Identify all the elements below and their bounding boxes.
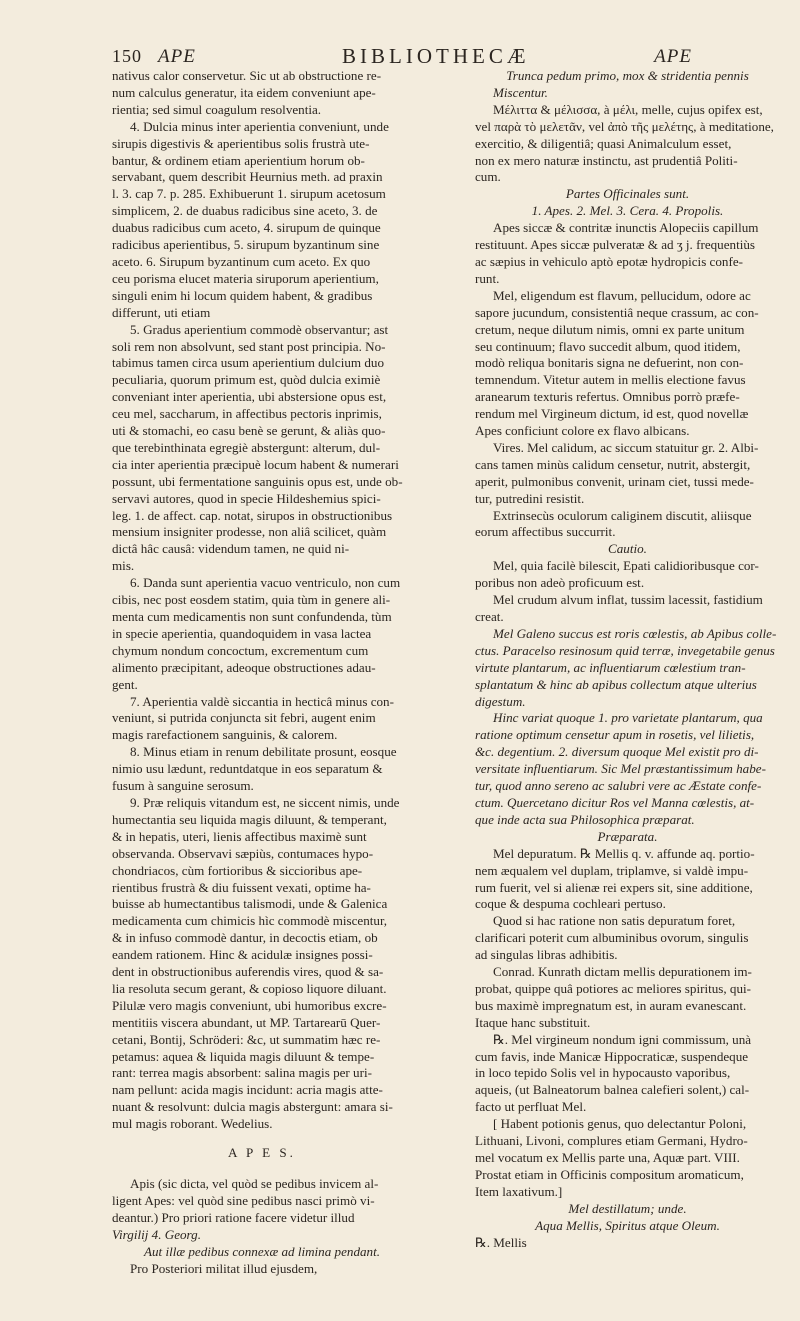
text-line: ℞. Mel virgineum nondum igni commissum, unà — [493, 1031, 752, 1047]
text-line: l. 3. cap 7. p. 285. Exhibuerunt 1. sirupum acetosum — [112, 186, 386, 202]
text-line: ac sæpius in vehiculo aptò epotæ hydropicis confe- — [475, 253, 743, 269]
text-line: que terebinthinata egregiè abstergunt: alterum, dul- — [112, 439, 381, 455]
text-line: facto ut perfluat Mel. — [475, 1099, 587, 1115]
text-line: eorum affectibus succurrit. — [475, 524, 616, 540]
text-line: num calculus generatur, ita eidem conveniunt ape- — [112, 84, 376, 100]
text-line: nativus calor conservetur. Sic ut ab obstructione re- — [112, 68, 382, 83]
left-running-head: APE — [158, 46, 196, 67]
text-line: ratione optimum censetur apum in rosetis, vel lilietis, — [475, 727, 755, 743]
text-line: creat. — [475, 609, 504, 624]
text-line: veniunt, si putrida conjuncta sit febri, augent enim — [112, 710, 376, 726]
text-line: lia resoluta secum gerant, & copioso liquore diluant. — [112, 980, 387, 996]
text-line: Pilulæ vero magis conveniunt, ubi humoribus excre- — [112, 997, 387, 1013]
text-line: aperit, pulmonibus convenit, urinam ciet, tussi mede- — [475, 473, 754, 489]
text-line: peculiaria, quorum primum est, quòd dulcia eximiè — [112, 372, 381, 388]
text-line: rant: terrea magis absorbent: salina magis per uri- — [112, 1065, 372, 1081]
text-line: aqueis, (ut Balneatorum balnea calefieri solent,) cal- — [475, 1082, 750, 1098]
text-line: rum fuerit, vel si alienæ rei expers sit, sine additione, — [475, 879, 753, 895]
text-line: tabimus tamen circa usum aperientium dulcium duo — [112, 355, 384, 371]
text-line: mensium insigniter prodesse, non aliâ scilicet, quàm — [112, 524, 387, 540]
text-line: [ Habent potionis genus, quo delectantur Poloni, — [493, 1116, 747, 1132]
text-line: bus maximè impregnatum est, in auram evanescant. — [475, 997, 747, 1013]
text-line: splantatum & hinc ab apibus collectum atque ulterius — [475, 676, 757, 692]
text-line: cibis, nec post eosdem statim, quia tùm in genere ali- — [112, 592, 391, 608]
text-line: versitate influentiarum. Sic Mel præstantissimum habe- — [475, 761, 766, 777]
text-line: A P E S. — [228, 1145, 296, 1161]
text-line: ctus. Paracelso resinosum quid terræ, invegetabile genus — [475, 642, 775, 658]
text-line: que inde acta sua Philosophica præparat. — [475, 811, 695, 827]
text-line: Apis (sic dicta, vel quòd se pedibus invicem al- — [130, 1176, 379, 1191]
text-line: Apes conficiunt colore ex flavo albicans. — [475, 423, 690, 439]
text-line: nem æqualem vel duplam, triplamve, si valdè impu- — [475, 862, 749, 878]
text-line: leg. 1. de affect. cap. notat, sirupos in obstructionibus — [112, 507, 393, 523]
text-line: cretum, neque dilutum nimis, omni ex parte unitum — [475, 321, 745, 337]
text-line: alimento præcipitant, adeoque obstructiones adau- — [112, 659, 376, 675]
text-line: Vires. Mel calidum, ac siccum statuitur gr. 2. Albi- — [493, 439, 759, 455]
right-column — [475, 68, 780, 1251]
text-line: 4. Dulcia minus inter aperientia conveniunt, unde — [130, 118, 389, 134]
text-line: differunt, uti etiam — [112, 304, 211, 320]
text-line: deantur.) Pro priori ratione facere videtur illud — [112, 1209, 355, 1225]
text-line: vel παρὰ τὸ μελετᾶν, vel ἀπὸ τῆς μελέτης, à meditatione, — [475, 118, 774, 134]
text-line: ctum. Quercetano dicitur Ros vel Manna cœlestis, at- — [475, 794, 755, 810]
text-line: servavi autores, quod in specie Hildeshemius spici- — [112, 490, 381, 506]
text-line: cetani, Bontij, Schröderi: &c, ut summatim hæc re- — [112, 1031, 381, 1047]
text-line: digestum. — [475, 693, 526, 709]
text-line: cans tamen minùs calidum censetur, nutrit, abstergit, — [475, 456, 751, 472]
text-line: Mel crudum alvum inflat, tussim lacessit, fastidium — [493, 592, 763, 608]
text-line: Mel depuratum. ℞ Mellis q. v. affunde aq. portio- — [493, 845, 755, 861]
text-line: 8. Minus etiam in renum debilitate prosunt, eosque — [130, 744, 397, 760]
text-line: fusum à sanguine serosum. — [112, 778, 254, 794]
text-line: Præparata. — [597, 828, 658, 844]
text-line: petamus: aquea & liquida magis diluunt & tempe- — [112, 1048, 375, 1064]
text-line: cum favis, inde Manicæ Hippocraticæ, suspendeque — [475, 1048, 749, 1064]
text-line: nuant & resolvunt: dulcia magis abstergunt: amara si- — [112, 1099, 393, 1115]
text-line: modò reliqua bonitaris signa ne defuerint, non con- — [475, 355, 744, 371]
text-line: mis. — [112, 558, 135, 574]
text-line: ceu porisma elucet materia siruporum aperientium, — [112, 270, 379, 286]
text-line: restituunt. Apes siccæ pulveratæ & ad ʒ j. frequentiùs — [475, 237, 756, 253]
text-line: & in infuso commodè dantur, in decoctis etiam, ob — [112, 930, 378, 946]
text-line: singuli enim hi locum quidem habent, & gradibus — [112, 287, 373, 303]
text-line: 9. Præ reliquis vitandum est, ne siccent nimis, unde — [130, 794, 400, 810]
text-line: possunt, ubi fermentatione sanguinis opus est, unde ob- — [112, 473, 403, 489]
text-line: 5. Gradus aperientium commodè observantur; ast — [130, 321, 389, 337]
text-line: &c. degentium. 2. diversum quoque Mel existit pro di- — [475, 744, 759, 760]
text-line: Item laxativum.] — [475, 1183, 563, 1199]
text-line: 6. Danda sunt aperientia vacuo ventriculo, non cum — [130, 575, 401, 591]
text-line: ℞. Mellis — [475, 1234, 527, 1250]
text-line: menta cum medicamentis non sunt confundenda, tùm — [112, 609, 392, 624]
text-line: virtute plantarum, ac influentiarum cœlestium tran- — [475, 659, 746, 675]
text-line: servabant, quem describit Heurnius meth. ad praxin — [112, 169, 383, 185]
text-line: probat, quippe quâ potiores ac meliores spiritus, qui- — [475, 980, 751, 996]
text-line: seu continuum; flavo succedit album, quod itidem, — [475, 338, 741, 354]
text-line: ligent Apes: vel quòd sine pedibus nasci primò vi- — [112, 1192, 375, 1208]
text-line: Pro Posteriori militat illud ejusdem, — [130, 1260, 318, 1276]
text-line: clarificari poterit cum albuminibus ovorum, singulis — [475, 930, 749, 946]
text-line: aranearum texturis refertus. Omnibus porrò præfe- — [475, 389, 740, 405]
text-line: Aut illæ pedibus connexæ ad limina pendant. — [143, 1243, 381, 1259]
text-line: buisse ab humectantibus talismodi, unde & Galenica — [112, 896, 388, 912]
text-line: conveniant inter aperientia, ubi abstersione opus est, — [112, 389, 387, 405]
text-line: Trunca pedum primo, mox & stridentia pennis — [506, 68, 749, 83]
text-line: Aqua Mellis, Spiritus atque Oleum. — [535, 1217, 720, 1233]
left-column — [112, 68, 412, 1277]
text-line: dent in obstructionibus auferendis vires, quod & sa- — [112, 964, 384, 980]
text-line: & in hepatis, uteri, lienis affectibus maximè sunt — [112, 828, 367, 844]
text-line: radicibus aperientibus, 5. sirupum byzantinum sine — [112, 237, 380, 253]
text-line: medicamenta cum chimicis hìc commodè miscentur, — [112, 913, 388, 929]
text-line: nimio usu lædunt, reduntdatque in eos separatum & — [112, 761, 383, 777]
text-line: Mel Galeno succus est roris cœlestis, ab Apibus colle- — [493, 625, 777, 641]
text-line: cum. — [475, 169, 501, 185]
text-line: coque & despuma cochleari pertuso. — [475, 896, 666, 912]
text-line: bantur, & ordinem etiam aperientium horum ob- — [112, 152, 365, 168]
text-line: uti & stomachi, eo casu benè se gerunt, & aliàs quo- — [112, 423, 386, 439]
text-line: Cautio. — [608, 541, 647, 557]
text-line: rientibus frustrà & diu fuissent vexati, optime ha- — [112, 879, 371, 895]
text-line: simplicem, 2. de duabus radicibus sine aceto, 3. de — [112, 203, 378, 219]
text-line: in specie aperientia, quandoquidem in vasa lactea — [112, 625, 372, 641]
text-line: Hinc variat quoque 1. pro varietate plantarum, qua — [493, 710, 763, 726]
text-line: Extrinsecùs oculorum caliginem discutit, aliisque — [493, 507, 752, 523]
text-line: 1. Apes. 2. Mel. 3. Cera. 4. Propolis. — [531, 203, 724, 219]
text-line: cia inter aperientia præcipuè locum habent & numerari — [112, 456, 399, 472]
text-line: soli rem non absolvunt, sed stant post principia. No- — [112, 338, 386, 354]
text-line: sirupis digestivis & aperientibus solis frustrà ute- — [112, 135, 370, 151]
text-line: magis rarefactionem sanguinis, & calorem. — [112, 727, 338, 743]
text-line: Virgilij 4. Georg. — [112, 1226, 201, 1242]
text-line: mel vocatum ex Mellis parte una, Aquæ part. VIII. — [475, 1150, 740, 1165]
text-line: temnendum. Vitetur autem in mellis electione favus — [475, 372, 746, 388]
text-line: runt. — [475, 270, 500, 286]
text-line: ad singulas libras adhibitis. — [475, 947, 618, 963]
center-title: BIBLIOTHECÆ — [342, 44, 530, 68]
text-line: Mel destillatum; unde. — [568, 1200, 687, 1216]
text-line: dictâ hâc causâ: videndum tamen, ne quid ni- — [112, 541, 350, 557]
text-line: mentitiis viscera abundant, ut MP. Tartarearū Quer- — [112, 1014, 381, 1030]
text-line: Mel, eligendum est flavum, pellucidum, odore ac — [493, 287, 751, 303]
text-line: Mel, quia facilè bilescit, Epati calidioribusque cor- — [493, 558, 759, 574]
text-line: humectantia seu liquida magis diluunt, & temperant, — [112, 811, 387, 827]
text-line: Μέλιττα & μέλισσα, à μέλι, melle, cujus opifex est, — [493, 101, 763, 117]
text-line: non ex mero naturæ instinctu, ast prudentiâ Politi- — [475, 152, 738, 168]
text-line: chymum nondum concoctum, excrementum cum — [112, 642, 369, 658]
text-line: ceu mel, saccharum, in affectibus pectoris inprimis, — [112, 406, 382, 422]
text-line: rientia; sed simul coagulum resolventia. — [112, 101, 322, 117]
text-line: gent. — [112, 676, 138, 692]
text-line: Quod si hac ratione non satis depuratum foret, — [493, 913, 736, 929]
text-line: mul magis roborant. Wedelius. — [112, 1116, 273, 1132]
text-line: Apes siccæ & contritæ inunctis Alopeciis capillum — [493, 220, 759, 236]
text-line: tur, quod anno sereno ac salubri vere ac Æstate confe- — [475, 778, 762, 794]
text-line: Prostat etiam in Officinis compositum aromaticum, — [475, 1166, 744, 1182]
text-line: Conrad. Kunrath dictam mellis depurationem im- — [493, 964, 752, 980]
text-line: sapore jucundum, consistentiâ neque crassum, ac con- — [475, 304, 759, 320]
text-line: chondriacos, cùm fortioribus & siccioribus ape- — [112, 862, 363, 878]
text-line: in loco tepido Solis vel in hypocausto vaporibus, — [475, 1065, 731, 1081]
right-running-head: APE — [654, 46, 692, 67]
page-number: 150 — [112, 46, 142, 66]
text-line: aceto. 6. Sirupum byzantinum cum aceto. Ex quo — [112, 253, 371, 269]
text-line: poribus non adeò proficuum est. — [475, 575, 645, 591]
text-line: exercitio, & diligentiâ; quasi Animalculum esset, — [475, 135, 732, 151]
text-line: nam pellunt: acida magis incidunt: acria magis atte- — [112, 1082, 383, 1098]
text-line: rendum mel Virgineum dictum, id est, quod novellæ — [475, 406, 749, 422]
text-line: observanda. Observavi sæpiùs, contumaces hypo- — [112, 845, 374, 861]
text-line: tur, putredini resistit. — [475, 490, 585, 506]
text-line: Partes Officinales sunt. — [565, 186, 690, 202]
text-line: 7. Aperientia valdè siccantia in hecticâ minus con- — [130, 693, 394, 709]
text-line: eandem rationem. Hinc & acidulæ insignes possi- — [112, 947, 373, 963]
text-line: Lithuani, Livoni, complures etiam Germani, Hydro- — [475, 1133, 748, 1149]
text-line: Miscentur. — [493, 84, 548, 100]
text-line: duabus radicibus cum aceto, 4. sirupum de quinque — [112, 220, 381, 236]
text-line: Itaque hanc substituit. — [475, 1014, 591, 1030]
